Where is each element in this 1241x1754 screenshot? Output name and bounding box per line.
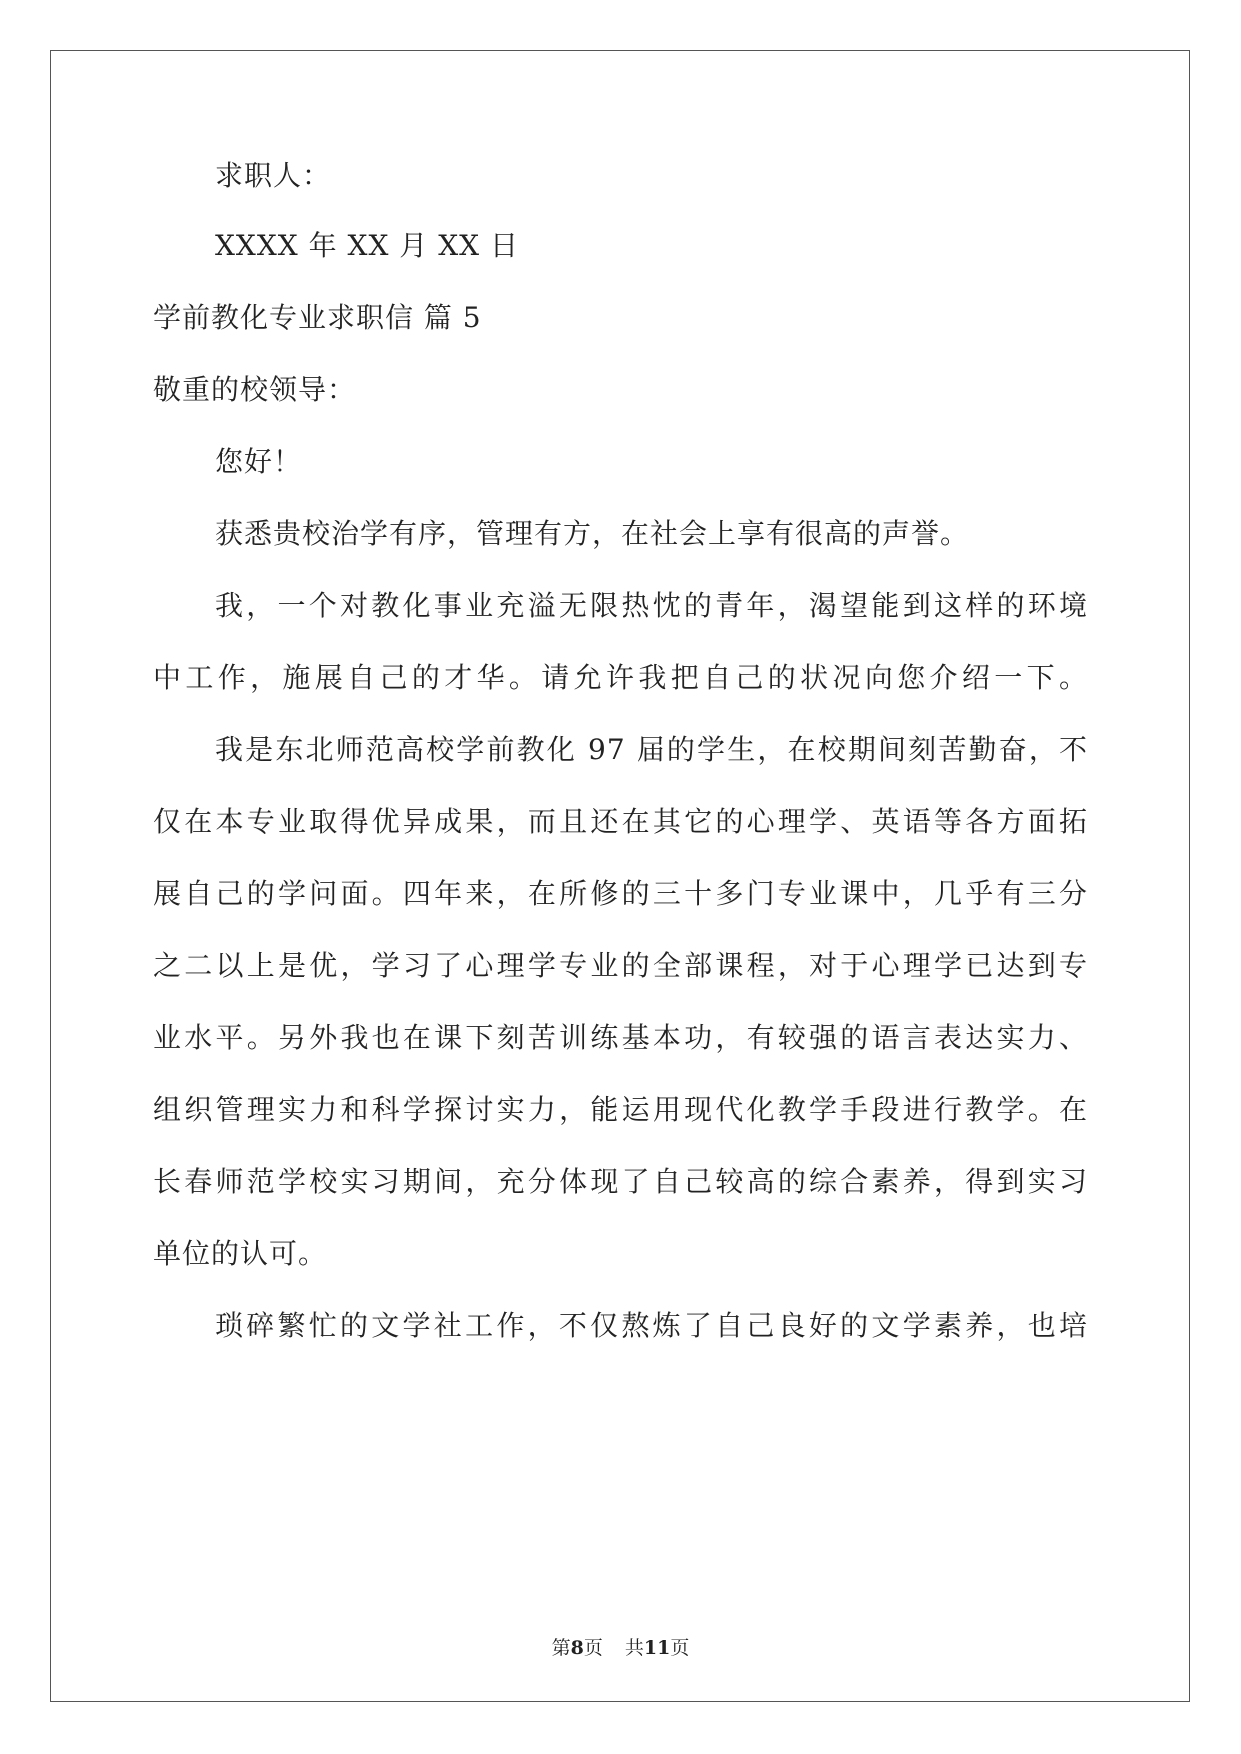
body-paragraph-line: 我是东北师范高校学前教化 97 届的学生，在校期间刻苦勤奋，不 [215, 733, 1088, 766]
body-paragraph-line: 长春师范学校实习期间，充分体现了自己较高的综合素养，得到实习 [153, 1165, 1088, 1198]
body-paragraph-line: 单位的认可。 [153, 1237, 328, 1270]
body-paragraph-line: 业水平。另外我也在课下刻苦训练基本功，有较强的语言表达实力、 [153, 1021, 1088, 1054]
body-paragraph-line: 仅在本专业取得优异成果，而且还在其它的心理学、英语等各方面拓 [153, 805, 1088, 838]
body-paragraph-line: 组织管理实力和科学探讨实力，能运用现代化教学手段进行教学。在 [153, 1093, 1088, 1126]
page-footer [0, 1636, 1241, 1660]
footer-page-suffix: 页 [583, 1637, 603, 1659]
applicant-label: 求职人： [215, 159, 332, 192]
salutation: 敬重的校领导： [153, 373, 357, 406]
footer-total-pages: 11 [643, 1637, 671, 1659]
body-paragraph-line: 展自己的学问面。四年来，在所修的三十多门专业课中，几乎有三分 [153, 877, 1088, 910]
footer-total-suffix: 页 [670, 1637, 690, 1659]
body-paragraph-line: 中工作，施展自己的才华。请允许我把自己的状况向您介绍一下。 [153, 661, 1088, 694]
date-line: XXXX 年 XX 月 XX 日 [215, 229, 519, 262]
section-heading: 学前教化专业求职信 篇 5 [153, 301, 482, 334]
footer-total-prefix: 共 [624, 1637, 644, 1659]
greeting: 您好！ [215, 445, 303, 478]
body-paragraph-line: 我，一个对教化事业充溢无限热忱的青年，渴望能到这样的环境 [215, 589, 1088, 622]
footer-page-number: 8 [570, 1637, 584, 1659]
footer-page-prefix: 第 [551, 1637, 571, 1659]
body-paragraph-line: 琐碎繁忙的文学社工作，不仅熬炼了自己良好的文学素养，也培 [215, 1309, 1088, 1342]
body-paragraph-line: 之二以上是优，学习了心理学专业的全部课程，对于心理学已达到专 [153, 949, 1088, 982]
body-paragraph-line: 获悉贵校治学有序，管理有方，在社会上享有很高的声誉。 [215, 517, 970, 550]
